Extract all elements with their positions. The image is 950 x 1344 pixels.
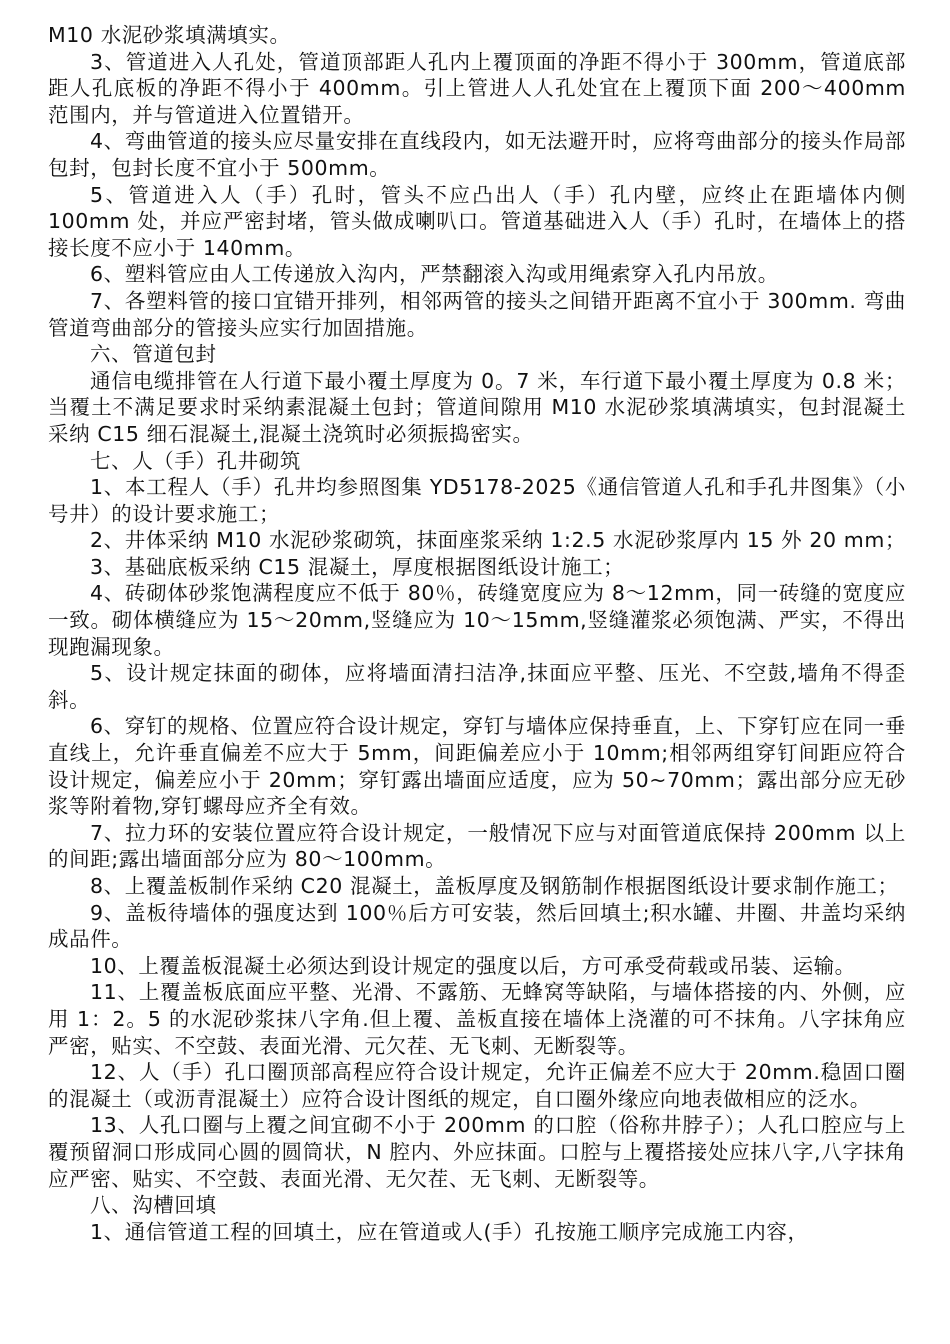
- section-heading: 六、管道包封: [90, 342, 217, 367]
- paragraph: 4、弯曲管道的接头应尽量安排在直线段内，如无法避开时，应将弯曲部分的接头作局部包封，包封长度不宜小于 500mm。: [48, 129, 906, 180]
- section-heading: 八、沟槽回填: [90, 1193, 217, 1218]
- paragraph: 1、本工程人（手）孔井均参照图集 YD5178-2025《通信管道人孔和手孔井图集》（小号井）的设计要求施工；: [48, 475, 906, 526]
- paragraph: 5、设计规定抹面的砌体，应将墙面清扫洁净,抹面应平整、压光、不空鼓,墙角不得歪斜。: [48, 661, 906, 712]
- paragraph: 7、各塑料管的接口宜错开排列，相邻两管的接头之间错开距离不宜小于 300mm. 弯曲管道弯曲部分的管接头应实行加固措施。: [48, 288, 906, 340]
- paragraph: 13、人孔口圈与上覆之间宜砌不小于 200mm 的口腔（俗称井脖子）；人孔口腔应与上覆预留洞口形成同心圆的圆筒状，N 腔内、外应抹面。口腔与上覆搭接处应抹八字,八字抹角应严密、贴实、不空鼓、表面光滑、无欠茬、无飞刺、无断裂等。: [48, 1113, 906, 1191]
- paragraph: 8、上覆盖板制作采纳 C20 混凝土，盖板厚度及钢筋制作根据图纸设计要求制作施工；: [90, 874, 899, 898]
- paragraph: M10 水泥砂浆填满填实。: [48, 23, 291, 47]
- paragraph: 6、塑料管应由人工传递放入沟内，严禁翻滚入沟或用绳索穿入孔内吊放。: [90, 262, 779, 287]
- paragraph: 7、拉力环的安装位置应符合设计规定，一般情况下应与对面管道底保持 200mm 以上的间距;露出墙面部分应为 80～100mm。: [48, 820, 906, 872]
- paragraph: 5、管道进入人（手）孔时，管头不应凸出人（手）孔内壁，应终止在距墙体内侧 100mm 处，并应严密封堵，管头做成喇叭口。管道基础进入人（手）孔时，在墙体上的搭接长度不应小于 140mm。: [48, 182, 906, 260]
- paragraph: 6、穿钉的规格、位置应符合设计规定，穿钉与墙体应保持垂直，上、下穿钉应在同一垂直线上，允许垂直偏差不应大于 5mm，间距偏差应小于 10mm;相邻两组穿钉间距应符合设计规定，偏差应小于 20mm；穿钉露出墙面应适度，应为 50~70mm；露出部分应无砂浆等附着物,穿钉螺母应齐全有效。: [48, 714, 906, 819]
- paragraph: 9、盖板待墙体的强度达到 100％后方可安装，然后回填土;积水罐、井圈、井盖均采纳成品件。: [48, 900, 906, 952]
- document-page: [48, 22, 906, 1245]
- paragraph: 3、基础底板采纳 C15 混凝土，厚度根据图纸设计施工；: [90, 554, 625, 579]
- paragraph: 1、通信管道工程的回填土，应在管道或人(手）孔按施工顺序完成施工内容，: [90, 1219, 809, 1244]
- paragraph: 通信电缆排管在人行道下最小覆土厚度为 0。7 米，车行道下最小覆土厚度为 0.8 米；当覆土不满足要求时采纳素混凝土包封；管道间隙用 M10 水泥砂浆填满填实，包封混凝土采纳 C15 细石混凝土,混凝土浇筑时必须振捣密实。: [48, 368, 906, 446]
- paragraph: 11、上覆盖板底面应平整、光滑、不露筋、无蜂窝等缺陷，与墙体搭接的内、外侧，应用 1：2。5 的水泥砂浆抹八字角.但上覆、盖板直接在墙体上浇灌的可不抹角。八字抹角应严密，贴实、不空鼓、表面光滑、元欠茬、无飞刺、无断裂等。: [48, 980, 906, 1058]
- section-heading: 七、人（手）孔井砌筑: [90, 448, 301, 473]
- paragraph: 4、砖砌体砂浆饱满程度应不低于 80％，砖缝宽度应为 8～12mm，同一砖缝的宽度应一致。砌体横缝应为 15～20mm,竖缝应为 10～15mm,竖缝灌浆必须饱满、严实，不得出现跑漏现象。: [48, 581, 906, 659]
- paragraph: 2、井体采纳 M10 水泥砂浆砌筑，抹面座浆采纳 1:2.5 水泥砂浆厚内 15 外 20 mm；: [90, 528, 907, 553]
- paragraph: 12、人（手）孔口圈顶部高程应符合设计规定，允许正偏差不应大于 20mm.稳固口圈的混凝土（或沥青混凝土）应符合设计图纸的规定，自口圈外缘应向地表做相应的泛水。: [48, 1060, 906, 1111]
- paragraph: 10、上覆盖板混凝土必须达到设计规定的强度以后，方可承受荷载或吊装、运输。: [90, 953, 856, 978]
- paragraph: 3、管道进入人孔处，管道顶部距人孔内上覆顶面的净距不得小于 300mm，管道底部距人孔底板的净距不得小于 400mm。引上管进人人孔处宜在上覆顶下面 200～400mm 范围内，并与管道进入位置错开。: [48, 49, 906, 127]
